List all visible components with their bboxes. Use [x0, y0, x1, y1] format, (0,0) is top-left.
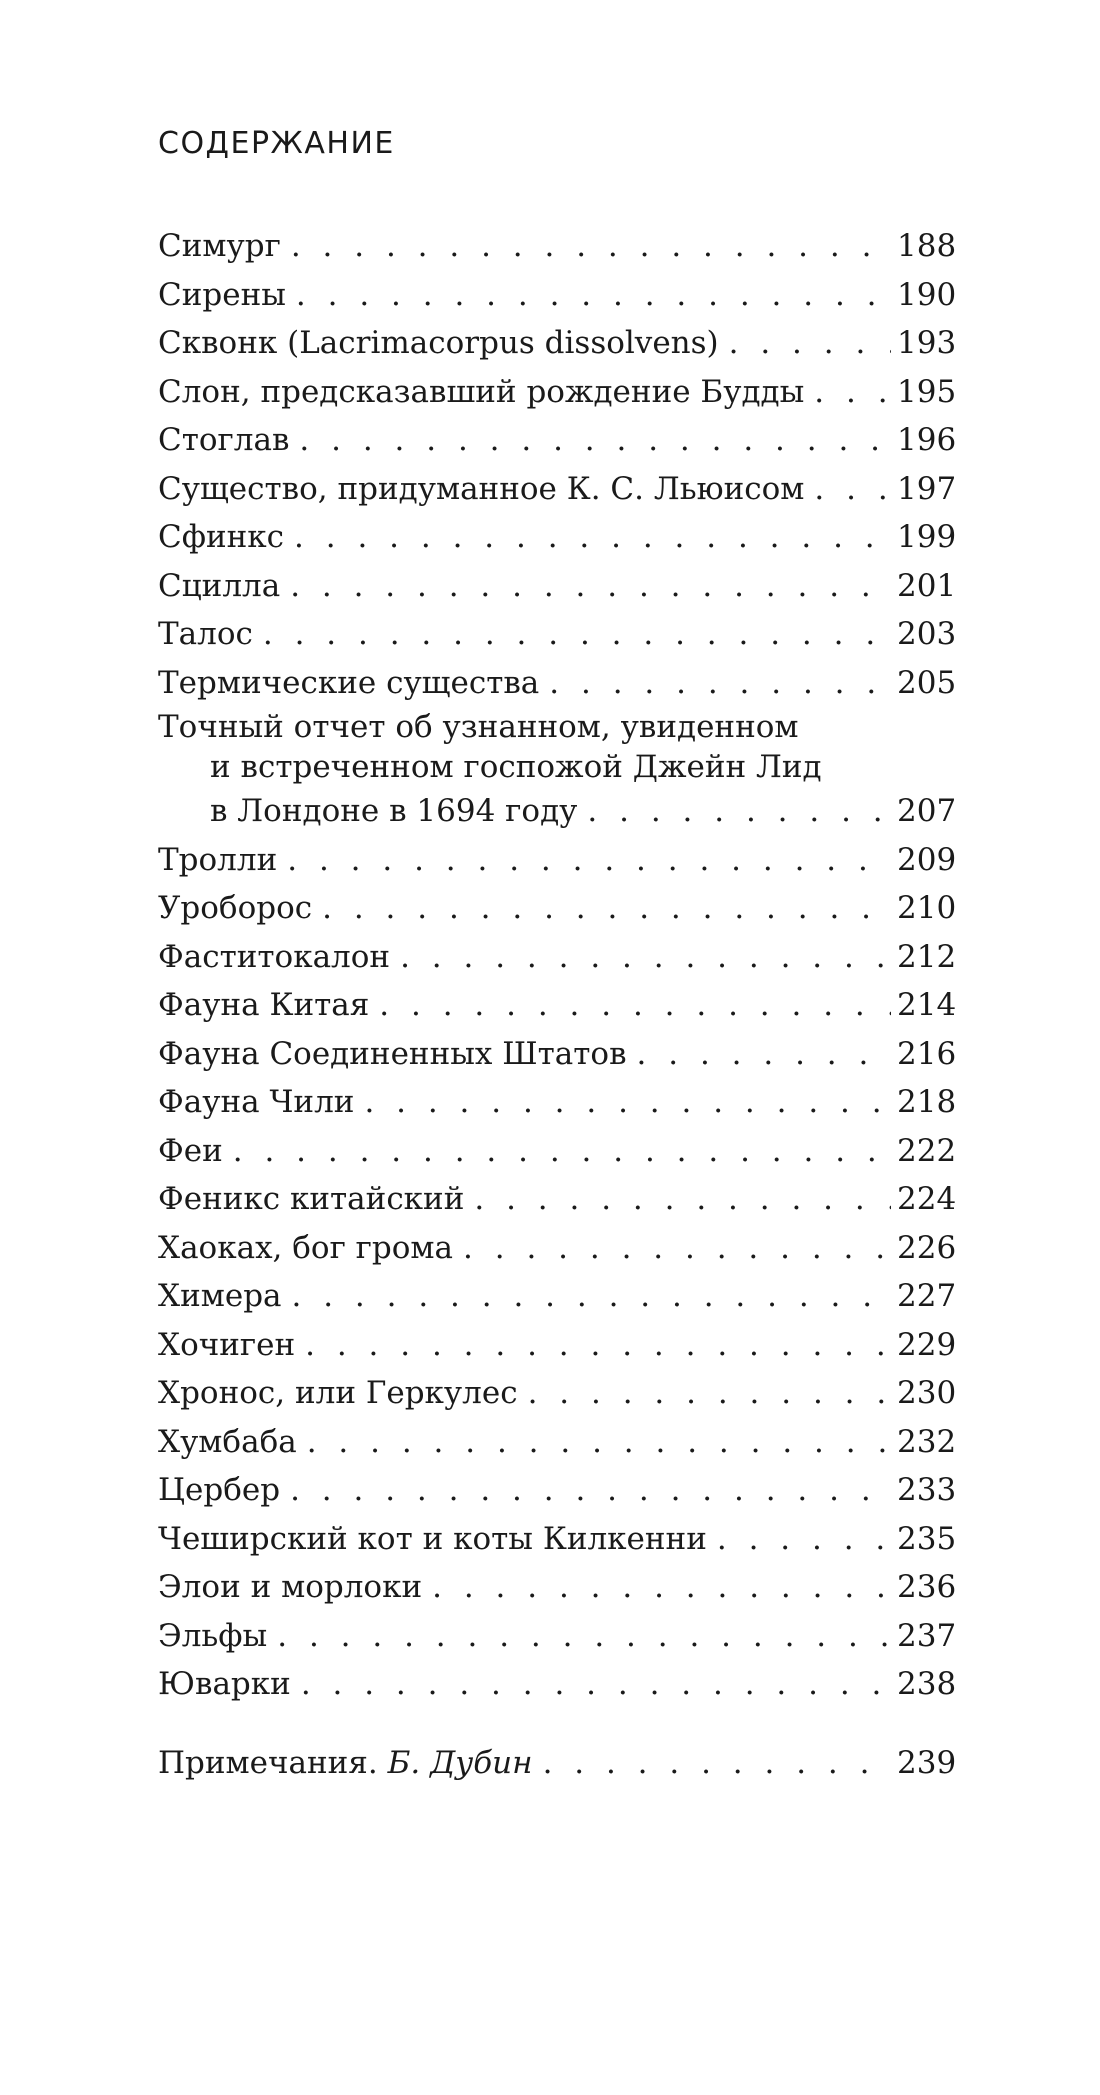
entry-page-number: 212 [897, 938, 957, 975]
toc-entry [158, 836, 955, 885]
entry-title: Чеширский кот и коты Килкенни [158, 1520, 707, 1557]
dot-leader [814, 368, 891, 417]
dot-leader [729, 319, 891, 368]
dot-leader [549, 659, 891, 708]
dot-leader [277, 1612, 891, 1661]
entry-page-number: 207 [897, 793, 957, 829]
entry-page-number: 216 [897, 1035, 957, 1072]
entry-page-number: 230 [897, 1375, 957, 1411]
entry-page-number: 235 [897, 1520, 957, 1557]
dot-leader [296, 271, 891, 320]
entry-last-row [158, 787, 955, 836]
dot-leader [301, 1660, 891, 1709]
dot-leader [814, 465, 891, 514]
entry-title: Сквонк (Lacrimacorpus dissolvens) [158, 325, 719, 361]
entry-page-number: 224 [897, 1181, 957, 1217]
entry-title: Сирены [158, 276, 286, 313]
entry-title: Существо, придуманное К. С. Льюисом [158, 470, 805, 507]
dot-leader [322, 884, 891, 933]
entry-title: Тролли [158, 841, 278, 878]
entry-page-number: 227 [897, 1278, 957, 1314]
toc-entry-notes [158, 1739, 955, 1788]
toc-entry [158, 1369, 955, 1418]
entry-page-number: 239 [897, 1744, 957, 1781]
entry-title: Хумбаба [158, 1423, 297, 1460]
entry-page-number: 237 [897, 1617, 957, 1654]
entry-title: Фаститокалон [158, 938, 391, 975]
dot-leader [717, 1515, 891, 1564]
entry-page-number: 190 [897, 276, 957, 313]
toc-entry [158, 659, 955, 708]
entry-page-number: 196 [897, 422, 957, 458]
entry-page-number: 232 [897, 1423, 957, 1460]
toc-entry [158, 610, 955, 659]
entry-page-number: 203 [897, 616, 957, 652]
dot-leader [290, 562, 891, 611]
toc-entry [158, 513, 955, 562]
dot-leader [543, 1739, 891, 1788]
entry-title-line-3: в Лондоне в 1694 году [210, 793, 578, 829]
table-of-contents [158, 222, 955, 1787]
dot-leader [299, 416, 891, 465]
dot-leader [463, 1224, 891, 1273]
entry-page-number: 210 [897, 890, 957, 926]
entry-title: Хронос, или Геркулес [158, 1375, 518, 1411]
entry-title: Феникс китайский [158, 1181, 465, 1217]
entry-page-number: 214 [897, 987, 957, 1023]
entry-title: Стоглав [158, 422, 290, 458]
dot-leader [294, 513, 891, 562]
entry-page-number: 226 [897, 1229, 957, 1266]
entry-title: Химера [158, 1278, 282, 1314]
dot-leader [587, 787, 891, 836]
entry-title: Фауна Соединенных Штатов [158, 1035, 627, 1072]
entry-page-number: 209 [897, 841, 957, 878]
dot-leader [287, 836, 891, 885]
dot-leader [400, 933, 891, 982]
toc-entry [158, 1127, 955, 1176]
toc-entry [158, 933, 955, 982]
dot-leader [307, 1418, 891, 1467]
toc-entry [158, 1612, 955, 1661]
entry-title: Талос [158, 616, 253, 652]
toc-entry [158, 1272, 955, 1321]
notes-author: Б. Дубин [387, 1744, 533, 1781]
toc-entry [158, 1418, 955, 1467]
toc-entry [158, 1175, 955, 1224]
entry-title: Фауна Чили [158, 1084, 355, 1120]
entry-title-line-2: и встреченном госпожой Джейн Лид [210, 749, 822, 785]
dot-leader [233, 1127, 891, 1176]
entry-title: Сфинкс [158, 519, 285, 555]
contents-heading: СОДЕРЖАНИЕ [158, 126, 395, 161]
entry-page-number: 188 [897, 228, 957, 264]
dot-leader [432, 1563, 891, 1612]
entry-title: Феи [158, 1132, 223, 1169]
entry-title: Юварки [158, 1666, 291, 1702]
toc-entry [158, 1466, 955, 1515]
toc-entry [158, 1515, 955, 1564]
entry-page-number: 238 [897, 1666, 957, 1702]
toc-entry [158, 562, 955, 611]
dot-leader [263, 610, 891, 659]
entry-page-number: 197 [897, 470, 957, 507]
notes-label: Примечания. [158, 1744, 378, 1781]
toc-entry [158, 319, 955, 368]
entry-title: Фауна Китая [158, 987, 370, 1023]
entry-title: Хаоках, бог грома [158, 1229, 454, 1266]
toc-entry [158, 465, 955, 514]
toc-entry [158, 1224, 955, 1273]
toc-entry [158, 1660, 955, 1709]
entry-title: Эльфы [158, 1617, 268, 1654]
entry-title: Сцилла [158, 567, 281, 604]
entry-page-number: 199 [897, 519, 957, 555]
entry-title-line-1: Точный отчет об узнанном, увиденном [158, 709, 799, 745]
notes-title [158, 1739, 533, 1788]
entry-page-number: 229 [897, 1326, 957, 1363]
toc-entry [158, 1078, 955, 1127]
toc-entry [158, 1030, 955, 1079]
toc-entry [158, 416, 955, 465]
toc-entry [158, 271, 955, 320]
dot-leader [379, 981, 891, 1030]
dot-leader [364, 1078, 891, 1127]
dot-leader [474, 1175, 891, 1224]
entry-page-number: 205 [897, 664, 957, 701]
entry-page-number: 236 [897, 1569, 957, 1605]
entry-page-number: 195 [897, 373, 957, 410]
entry-page-number: 222 [897, 1132, 957, 1169]
entry-page-number: 201 [897, 567, 957, 604]
entry-title: Хочиген [158, 1326, 296, 1363]
dot-leader [305, 1321, 891, 1370]
dot-leader [637, 1030, 891, 1079]
dot-leader [290, 1466, 891, 1515]
entry-title: Слон, предсказавший рождение Будды [158, 373, 805, 410]
entry-page-number: 233 [897, 1472, 957, 1508]
toc-entry [158, 981, 955, 1030]
toc-entry [158, 222, 955, 271]
toc-entry [158, 1563, 955, 1612]
entry-title: Симург [158, 228, 281, 264]
dot-leader [291, 222, 891, 271]
dot-leader [528, 1369, 891, 1418]
toc-entry [158, 1321, 955, 1370]
entry-page-number: 193 [897, 325, 957, 361]
toc-entry-multiline [158, 707, 955, 836]
dot-leader [292, 1272, 891, 1321]
entry-title: Уроборос [158, 890, 313, 926]
entry-title: Термические существа [158, 664, 540, 701]
entry-page-number: 218 [897, 1084, 957, 1120]
toc-entry [158, 884, 955, 933]
entry-title: Элои и морлоки [158, 1569, 423, 1605]
section-spacer [158, 1709, 955, 1739]
toc-entry [158, 368, 955, 417]
entry-title: Цербер [158, 1472, 281, 1508]
